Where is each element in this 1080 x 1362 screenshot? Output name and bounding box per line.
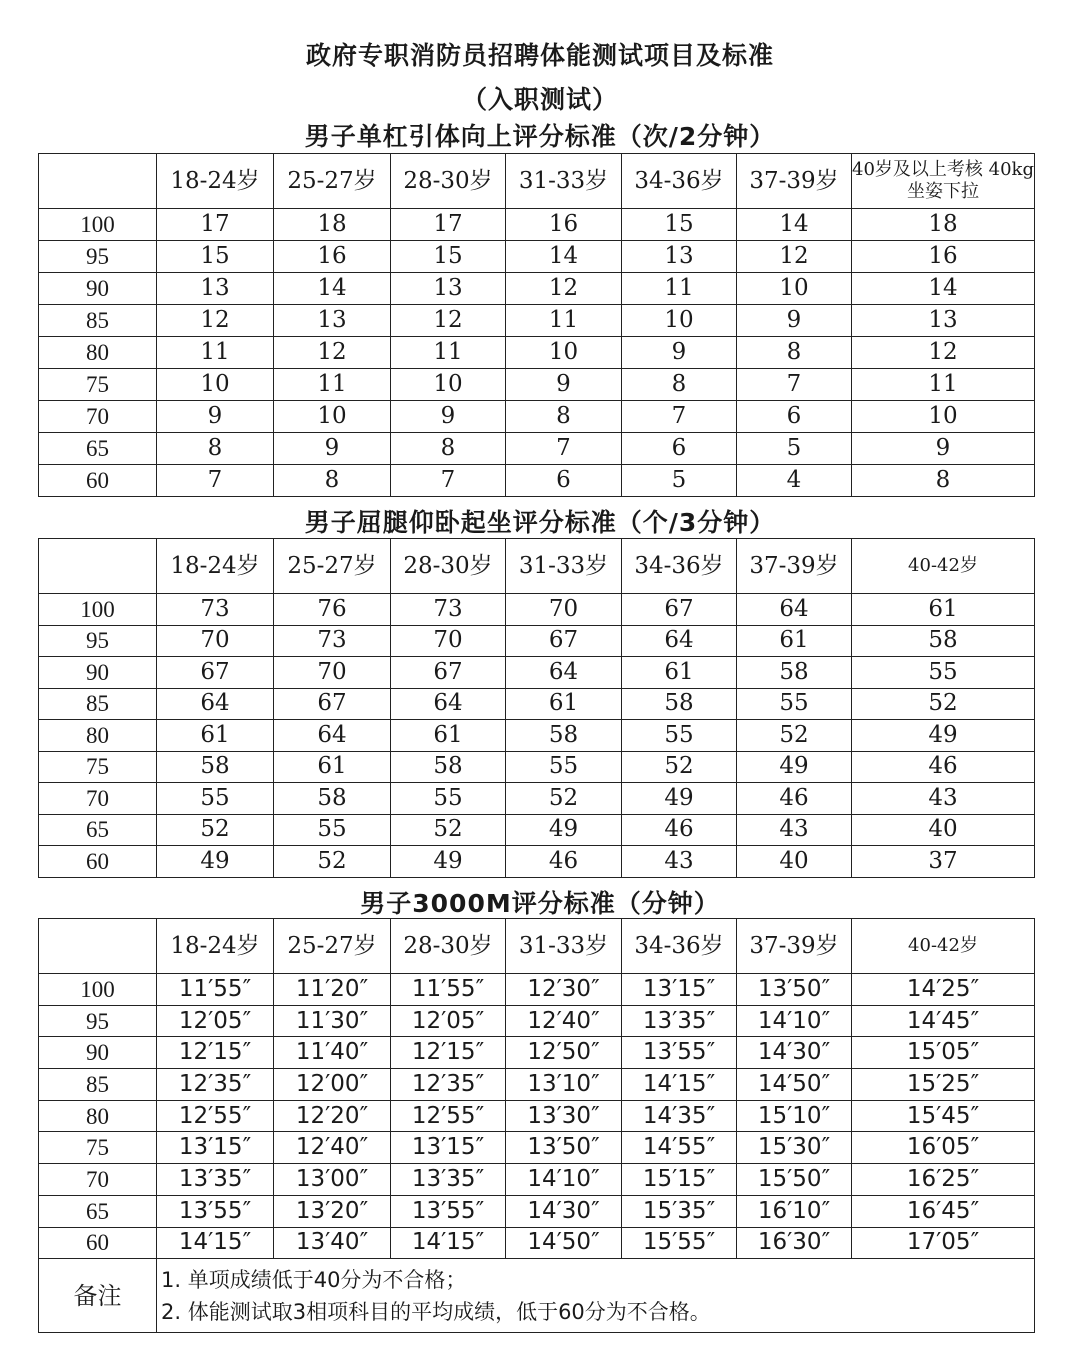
standard-cell: 14 [737, 209, 852, 241]
standard-cell: 43 [737, 814, 852, 846]
table-header-row [39, 539, 1035, 594]
standard-cell: 67 [506, 625, 622, 657]
column-header: 31-33岁 [506, 154, 622, 209]
table-caption-situp: 男子屈腿仰卧起坐评分标准（个/3分钟） [304, 508, 776, 537]
table-row [39, 337, 1035, 369]
standard-cell: 15 [622, 209, 737, 241]
standard-cell: 52 [157, 814, 274, 846]
standard-cell: 16′05″ [852, 1132, 1035, 1164]
standard-cell: 73 [157, 594, 274, 626]
note-line-2: 2. 体能测试取3相项科目的平均成绩，低于60分为不合格。 [161, 1299, 711, 1324]
standard-cell: 6 [737, 401, 852, 433]
standard-cell: 12′20″ [274, 1100, 391, 1132]
standard-cell: 61 [391, 720, 506, 752]
standard-cell: 9 [852, 433, 1035, 465]
score-cell: 100 [39, 209, 157, 241]
standard-cell: 76 [274, 594, 391, 626]
standard-cell: 11 [622, 273, 737, 305]
standard-cell: 40 [852, 814, 1035, 846]
standard-cell: 46 [622, 814, 737, 846]
standard-cell: 10 [506, 337, 622, 369]
standard-cell: 9 [737, 305, 852, 337]
standard-cell: 15′55″ [622, 1227, 737, 1259]
column-header: 18-24岁 [157, 919, 274, 974]
standard-cell: 10 [274, 401, 391, 433]
standard-cell: 13′55″ [622, 1037, 737, 1069]
score-cell: 85 [39, 1069, 157, 1101]
standard-cell: 14′15″ [391, 1227, 506, 1259]
standard-cell: 58 [157, 751, 274, 783]
standard-cell: 7 [391, 465, 506, 497]
standard-cell: 14′10″ [506, 1164, 622, 1196]
standard-cell: 18 [852, 209, 1035, 241]
standard-cell: 11′40″ [274, 1037, 391, 1069]
standard-cell: 9 [622, 337, 737, 369]
column-header: 37-39岁 [737, 539, 852, 594]
column-header: 28-30岁 [391, 154, 506, 209]
standard-cell: 10 [852, 401, 1035, 433]
standard-cell: 13′35″ [157, 1164, 274, 1196]
standard-cell: 49 [506, 814, 622, 846]
standard-cell: 8 [274, 465, 391, 497]
standard-cell: 70 [391, 625, 506, 657]
table-row [39, 1100, 1035, 1132]
column-header: 28-30岁 [391, 919, 506, 974]
standard-cell: 14′30″ [737, 1037, 852, 1069]
score-cell: 100 [39, 594, 157, 626]
standard-cell: 10 [622, 305, 737, 337]
standard-cell: 58 [622, 688, 737, 720]
table-row [39, 273, 1035, 305]
page-title: 政府专职消防员招聘体能测试项目及标准 [305, 41, 774, 70]
standard-cell: 14′50″ [506, 1227, 622, 1259]
standard-cell: 12 [852, 337, 1035, 369]
standard-cell: 37 [852, 846, 1035, 878]
table-row [39, 465, 1035, 497]
standard-cell: 14′50″ [737, 1069, 852, 1101]
standard-cell: 13 [622, 241, 737, 273]
standard-cell: 16′25″ [852, 1164, 1035, 1196]
standard-cell: 52 [852, 688, 1035, 720]
table-row [39, 1005, 1035, 1037]
standard-cell: 16′30″ [737, 1227, 852, 1259]
standard-cell: 13′40″ [274, 1227, 391, 1259]
standard-cell: 11′55″ [391, 974, 506, 1006]
column-header [39, 539, 157, 594]
standard-cell: 12′50″ [506, 1037, 622, 1069]
standard-cell: 11 [391, 337, 506, 369]
standard-cell: 6 [506, 465, 622, 497]
column-header: 28-30岁 [391, 539, 506, 594]
standard-cell: 67 [274, 688, 391, 720]
table-row [39, 1164, 1035, 1196]
standard-cell: 16′45″ [852, 1195, 1035, 1227]
column-header: 34-36岁 [622, 919, 737, 974]
standard-cell: 13′15″ [157, 1132, 274, 1164]
score-cell: 80 [39, 1100, 157, 1132]
table-row [39, 783, 1035, 815]
standard-cell: 49 [622, 783, 737, 815]
standard-cell: 55 [391, 783, 506, 815]
standard-cell: 13′35″ [622, 1005, 737, 1037]
standard-cell: 61 [737, 625, 852, 657]
standard-cell: 15′15″ [622, 1164, 737, 1196]
notes-text [157, 1259, 1035, 1333]
standard-cell: 70 [506, 594, 622, 626]
score-cell: 70 [39, 783, 157, 815]
table-row [39, 1037, 1035, 1069]
column-header: 40-42岁 [852, 539, 1035, 594]
standard-cell: 16 [852, 241, 1035, 273]
standard-cell: 64 [391, 688, 506, 720]
standard-cell: 61 [274, 751, 391, 783]
standard-cell: 52 [737, 720, 852, 752]
column-header: 40-42岁 [852, 919, 1035, 974]
table-row [39, 1069, 1035, 1101]
standard-cell: 13′30″ [506, 1100, 622, 1132]
standard-cell: 64 [737, 594, 852, 626]
standard-cell: 12′30″ [506, 974, 622, 1006]
standard-cell: 58 [506, 720, 622, 752]
standard-cell: 14′15″ [622, 1069, 737, 1101]
standard-cell: 11 [506, 305, 622, 337]
standard-cell: 8 [391, 433, 506, 465]
situp-score-table [38, 538, 1035, 878]
standard-cell: 40 [737, 846, 852, 878]
standard-cell: 11 [274, 369, 391, 401]
standard-cell: 49 [391, 846, 506, 878]
table-row [39, 241, 1035, 273]
standard-cell: 15′10″ [737, 1100, 852, 1132]
standard-cell: 49 [157, 846, 274, 878]
standard-cell: 9 [391, 401, 506, 433]
standard-cell: 17 [157, 209, 274, 241]
standard-cell: 12′15″ [391, 1037, 506, 1069]
standard-cell: 10 [157, 369, 274, 401]
standard-cell: 9 [506, 369, 622, 401]
standard-cell: 14′55″ [622, 1132, 737, 1164]
standard-cell: 11′55″ [157, 974, 274, 1006]
standard-cell: 16 [506, 209, 622, 241]
score-cell: 90 [39, 1037, 157, 1069]
standard-cell: 8 [506, 401, 622, 433]
column-header: 37-39岁 [737, 919, 852, 974]
table-row [39, 974, 1035, 1006]
column-header: 25-27岁 [274, 919, 391, 974]
standard-cell: 12′15″ [157, 1037, 274, 1069]
standard-cell: 12′40″ [506, 1005, 622, 1037]
column-header: 18-24岁 [157, 154, 274, 209]
score-cell: 75 [39, 751, 157, 783]
table-row [39, 433, 1035, 465]
column-header: 31-33岁 [506, 539, 622, 594]
standard-cell: 13′15″ [622, 974, 737, 1006]
standard-cell: 14 [852, 273, 1035, 305]
standard-cell: 14′10″ [737, 1005, 852, 1037]
standard-cell: 14′30″ [506, 1195, 622, 1227]
standard-cell: 15′25″ [852, 1069, 1035, 1101]
standard-cell: 46 [506, 846, 622, 878]
standard-cell: 14′35″ [622, 1100, 737, 1132]
column-header: 25-27岁 [274, 154, 391, 209]
column-header: 31-33岁 [506, 919, 622, 974]
table-row [39, 688, 1035, 720]
standard-cell: 43 [852, 783, 1035, 815]
score-cell: 65 [39, 814, 157, 846]
column-header: 34-36岁 [622, 154, 737, 209]
standard-cell: 55 [506, 751, 622, 783]
standard-cell: 49 [737, 751, 852, 783]
column-header: 40岁及以上考核 40kg坐姿下拉 [852, 154, 1035, 209]
standard-cell: 58 [391, 751, 506, 783]
standard-cell: 64 [506, 657, 622, 689]
standard-cell: 8 [852, 465, 1035, 497]
standard-cell: 67 [157, 657, 274, 689]
standard-cell: 64 [157, 688, 274, 720]
score-cell: 60 [39, 465, 157, 497]
standard-cell: 12 [506, 273, 622, 305]
standard-cell: 70 [274, 657, 391, 689]
score-cell: 80 [39, 337, 157, 369]
column-header: 18-24岁 [157, 539, 274, 594]
note-line-1: 1. 单项成绩低于40分为不合格； [161, 1267, 467, 1292]
standard-cell: 6 [622, 433, 737, 465]
standard-cell: 52 [622, 751, 737, 783]
standard-cell: 14′45″ [852, 1005, 1035, 1037]
table-row [39, 1195, 1035, 1227]
standard-cell: 73 [391, 594, 506, 626]
standard-cell: 61 [506, 688, 622, 720]
standard-cell: 13′35″ [391, 1164, 506, 1196]
standard-cell: 67 [391, 657, 506, 689]
standard-cell: 12′00″ [274, 1069, 391, 1101]
standard-cell: 11′30″ [274, 1005, 391, 1037]
score-cell: 85 [39, 305, 157, 337]
standard-cell: 46 [852, 751, 1035, 783]
score-cell: 70 [39, 1164, 157, 1196]
score-cell: 75 [39, 369, 157, 401]
standard-cell: 58 [274, 783, 391, 815]
standard-cell: 61 [622, 657, 737, 689]
standard-cell: 10 [737, 273, 852, 305]
table-row [39, 814, 1035, 846]
standard-cell: 11 [852, 369, 1035, 401]
score-cell: 65 [39, 433, 157, 465]
standard-cell: 8 [622, 369, 737, 401]
standard-cell: 13′55″ [157, 1195, 274, 1227]
table-row [39, 657, 1035, 689]
standard-cell: 13 [852, 305, 1035, 337]
standard-cell: 8 [737, 337, 852, 369]
standard-cell: 64 [622, 625, 737, 657]
standard-cell: 12′55″ [391, 1100, 506, 1132]
table-header-row [39, 154, 1035, 209]
score-cell: 90 [39, 273, 157, 305]
standard-cell: 16 [274, 241, 391, 273]
table-row [39, 625, 1035, 657]
table-row [39, 846, 1035, 878]
standard-cell: 17 [391, 209, 506, 241]
standard-cell: 13′50″ [506, 1132, 622, 1164]
column-header [39, 919, 157, 974]
notes-label: 备注 [39, 1259, 157, 1333]
standard-cell: 15′35″ [622, 1195, 737, 1227]
standard-cell: 15′50″ [737, 1164, 852, 1196]
column-header: 25-27岁 [274, 539, 391, 594]
table-row [39, 1132, 1035, 1164]
standard-cell: 52 [391, 814, 506, 846]
standard-cell: 55 [852, 657, 1035, 689]
standard-cell: 14 [274, 273, 391, 305]
notes-row [39, 1259, 1035, 1333]
table-row [39, 369, 1035, 401]
standard-cell: 13 [157, 273, 274, 305]
standard-cell: 12 [391, 305, 506, 337]
standard-cell: 67 [622, 594, 737, 626]
score-cell: 90 [39, 657, 157, 689]
standard-cell: 55 [737, 688, 852, 720]
standard-cell: 55 [622, 720, 737, 752]
standard-cell: 16′10″ [737, 1195, 852, 1227]
standard-cell: 55 [157, 783, 274, 815]
standard-cell: 49 [852, 720, 1035, 752]
run-3000m-score-table [38, 918, 1035, 1333]
standard-cell: 52 [506, 783, 622, 815]
standard-cell: 4 [737, 465, 852, 497]
standard-cell: 64 [274, 720, 391, 752]
standard-cell: 7 [157, 465, 274, 497]
standard-cell: 5 [737, 433, 852, 465]
standard-cell: 14 [506, 241, 622, 273]
column-header [39, 154, 157, 209]
standard-cell: 58 [852, 625, 1035, 657]
standard-cell: 13′10″ [506, 1069, 622, 1101]
standard-cell: 8 [157, 433, 274, 465]
standard-cell: 52 [274, 846, 391, 878]
score-cell: 65 [39, 1195, 157, 1227]
standard-cell: 12′35″ [391, 1069, 506, 1101]
table-row [39, 751, 1035, 783]
standard-cell: 12′05″ [157, 1005, 274, 1037]
standard-cell: 5 [622, 465, 737, 497]
pullup-score-table [38, 153, 1035, 497]
standard-cell: 11 [157, 337, 274, 369]
standard-cell: 18 [274, 209, 391, 241]
score-cell: 95 [39, 625, 157, 657]
standard-cell: 13 [391, 273, 506, 305]
standard-cell: 13′55″ [391, 1195, 506, 1227]
score-cell: 60 [39, 1227, 157, 1259]
standard-cell: 12 [157, 305, 274, 337]
column-header: 37-39岁 [737, 154, 852, 209]
score-cell: 95 [39, 241, 157, 273]
standard-cell: 15′05″ [852, 1037, 1035, 1069]
standard-cell: 17′05″ [852, 1227, 1035, 1259]
page-subtitle: （入职测试） [461, 85, 618, 114]
standard-cell: 12′55″ [157, 1100, 274, 1132]
table-row [39, 209, 1035, 241]
score-cell: 80 [39, 720, 157, 752]
standard-cell: 12′05″ [391, 1005, 506, 1037]
standard-cell: 14′15″ [157, 1227, 274, 1259]
standard-cell: 15′45″ [852, 1100, 1035, 1132]
score-cell: 85 [39, 688, 157, 720]
standard-cell: 12′35″ [157, 1069, 274, 1101]
standard-cell: 46 [737, 783, 852, 815]
standard-cell: 12 [274, 337, 391, 369]
standard-cell: 70 [157, 625, 274, 657]
table-caption-3000m: 男子3000M评分标准（分钟） [360, 889, 720, 918]
standard-cell: 7 [506, 433, 622, 465]
table-header-row [39, 919, 1035, 974]
standard-cell: 10 [391, 369, 506, 401]
standard-cell: 55 [274, 814, 391, 846]
standard-cell: 15 [391, 241, 506, 273]
column-header: 34-36岁 [622, 539, 737, 594]
standard-cell: 15 [157, 241, 274, 273]
score-cell: 75 [39, 1132, 157, 1164]
standard-cell: 14′25″ [852, 974, 1035, 1006]
standard-cell: 13′00″ [274, 1164, 391, 1196]
table-row [39, 401, 1035, 433]
standard-cell: 12′40″ [274, 1132, 391, 1164]
table-row [39, 1227, 1035, 1259]
standard-cell: 9 [157, 401, 274, 433]
standard-cell: 13′50″ [737, 974, 852, 1006]
standard-cell: 61 [157, 720, 274, 752]
table-row [39, 720, 1035, 752]
standard-cell: 12 [737, 241, 852, 273]
standard-cell: 43 [622, 846, 737, 878]
table-row [39, 594, 1035, 626]
standard-cell: 7 [622, 401, 737, 433]
standard-cell: 9 [274, 433, 391, 465]
score-cell: 95 [39, 1005, 157, 1037]
standard-cell: 13′20″ [274, 1195, 391, 1227]
score-cell: 60 [39, 846, 157, 878]
standard-cell: 73 [274, 625, 391, 657]
standard-cell: 7 [737, 369, 852, 401]
table-caption-pullup: 男子单杠引体向上评分标准（次/2分钟） [304, 122, 776, 151]
standard-cell: 11′20″ [274, 974, 391, 1006]
standard-cell: 15′30″ [737, 1132, 852, 1164]
standard-cell: 58 [737, 657, 852, 689]
score-cell: 100 [39, 974, 157, 1006]
standard-cell: 61 [852, 594, 1035, 626]
table-row [39, 305, 1035, 337]
standard-cell: 13 [274, 305, 391, 337]
standard-cell: 13′15″ [391, 1132, 506, 1164]
score-cell: 70 [39, 401, 157, 433]
